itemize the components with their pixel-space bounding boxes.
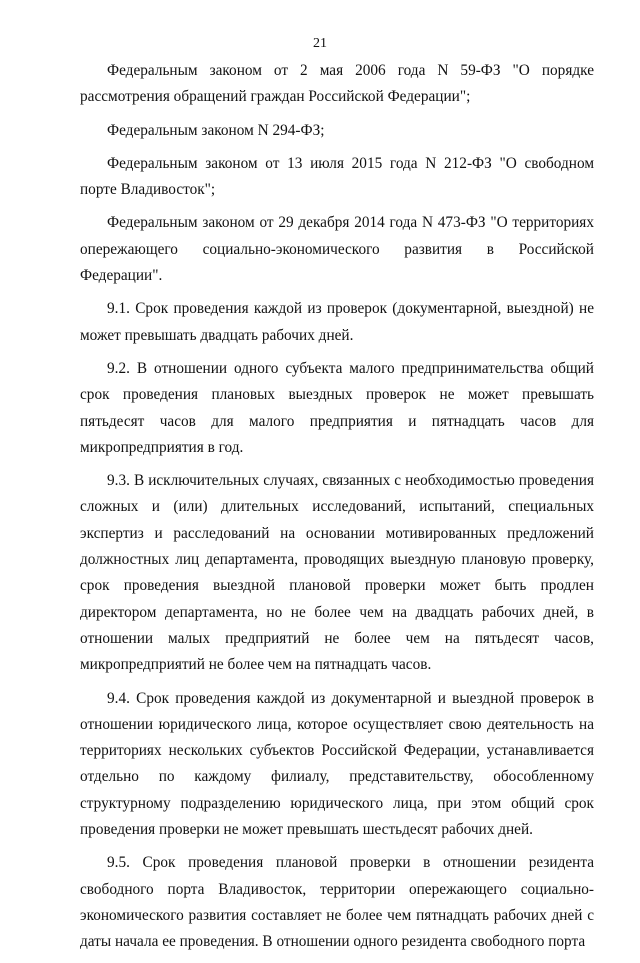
paragraph-law-212fz: Федеральным законом от 13 июля 2015 года N 212-ФЗ "О свободном порте Владивосток"; bbox=[80, 154, 594, 199]
paragraph-9-5: 9.5. Срок проведения плановой проверки в отношении резидента свободного порта Владивосток, территории опережающего социально-экономического развития составляет не более чем пятнадцать рабочих дней с даты начала ее проведения. В отношении одного резидента свободного порта bbox=[80, 854, 594, 951]
paragraph-law-473fz: Федеральным законом от 29 декабря 2014 года N 473-ФЗ "О территориях опережающего социально-экономического развития в Российской Федерации". bbox=[80, 214, 594, 285]
page-number: 21 bbox=[313, 36, 327, 51]
paragraph-9-2: 9.2. В отношении одного субъекта малого предпринимательства общий срок проведения плановых выездных проверок не может превышать пятьдесят часов для малого предприятия и пятнадцать часов для микропредприятия в год. bbox=[80, 359, 594, 456]
paragraph-law-294fz: Федеральным законом N 294-ФЗ; bbox=[107, 121, 325, 139]
paragraph-9-4: 9.4. Срок проведения каждой из документарной и выездной проверок в отношении юридического лица, которое осуществляет свою деятельность на территориях нескольких субъектов Российской Федерации, устанавливается отдельно по каждому филиалу, представительству, обособленному структурному подразделению юридического лица, при этом общий срок проведения проверки не может превышать шестьдесят рабочих дней. bbox=[80, 689, 594, 839]
document-body bbox=[80, 58, 594, 963]
paragraph-9-1: 9.1. Срок проведения каждой из проверок (документарной, выездной) не может превышать двадцать рабочих дней. bbox=[80, 300, 594, 344]
paragraph-law-59fz: Федеральным законом от 2 мая 2006 года N 59-ФЗ "О порядке рассмотрения обращений граждан Российской Федерации"; bbox=[80, 62, 594, 106]
paragraph-9-3: 9.3. В исключительных случаях, связанных с необходимостью проведения сложных и (или) длительных исследований, испытаний, специальных экспертиз и расследований на основании мотивированных предложений должностных лиц департамента, проводящих выездную плановую проверку, срок проведения выездной плановой проверки может быть продлен директором департамента, но не более чем на двадцать рабочих дней, в отношении малых предприятий не более чем на пятьдесят часов, микропредприятий не более чем на пятнадцать часов. bbox=[80, 472, 594, 674]
